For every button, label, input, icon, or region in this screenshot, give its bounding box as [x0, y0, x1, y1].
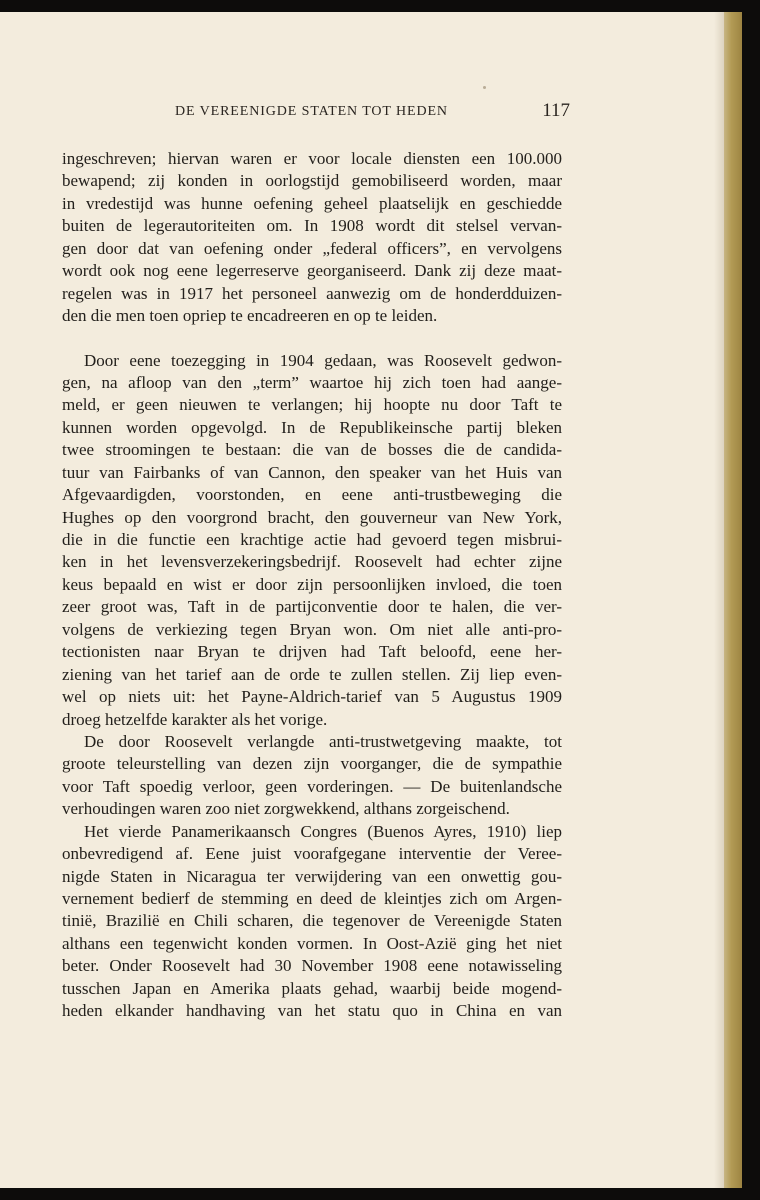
text-line: Hughes op den voorgrond bracht, den gouverneur van New York,	[62, 507, 562, 527]
text-line: nigde Staten in Nicaragua ter verwijdering van een onwettig gou-	[62, 866, 562, 886]
text-line: in vredestijd was hunne oefening geheel plaatselijk en geschiedde	[62, 193, 562, 213]
text-line: die in die functie een krachtige actie had gevoerd tegen misbrui-	[62, 530, 562, 549]
text-line: ingeschreven; hiervan waren er voor locale diensten een 100.000	[62, 149, 562, 168]
text-line: den die men toen opriep te encadreeren en op te leiden.	[62, 306, 438, 326]
text-line: droeg hetzelfde karakter als het vorige.	[62, 709, 328, 729]
text-line: beter. Onder Roosevelt had 30 November 1908 eene notawisseling	[62, 956, 562, 976]
text-line: tuur van Fairbanks of van Cannon, den speaker van het Huis van	[62, 462, 562, 482]
body-text	[62, 148, 562, 1023]
text-line: twee stroomingen te bestaan: die van de bosses die de candida-	[62, 440, 562, 460]
page-gutter-shadow	[714, 12, 724, 1188]
text-line: ziening van het tarief aan de orde te zullen stellen. Zij liep even-	[62, 664, 562, 684]
text-line: groote teleurstelling van dezen zijn voorganger, die de sympathie	[62, 754, 562, 774]
text-line: zeer groot was, Taft in de partijconventie door te halen, die ver-	[62, 597, 562, 617]
text-line: Het vierde Panamerikaansch Congres (Buenos Ayres, 1910) liep	[84, 821, 562, 841]
text-line: Door eene toezegging in 1904 gedaan, was Roosevelt gedwon-	[84, 350, 562, 370]
book-page	[0, 12, 742, 1188]
text-line: volgens de verkiezing tegen Bryan won. Om niet alle anti-pro-	[62, 619, 562, 639]
book-spine-edge	[724, 12, 742, 1188]
text-line: wordt ook nog eene legerreserve georganiseerd. Dank zij deze maat-	[62, 261, 562, 281]
paragraph	[62, 821, 562, 1023]
text-line: ken in het levensverzekeringsbedrijf. Roosevelt had echter zijne	[62, 552, 562, 572]
page-header	[175, 102, 570, 126]
running-head: DE VEREENIGDE STATEN TOT HEDEN	[175, 104, 448, 119]
text-line: verhoudingen waren zoo niet zorgwekkend, althans zorgeischend.	[62, 799, 510, 819]
paper-speck	[483, 86, 486, 89]
text-line: gen, na afloop van den „term” waartoe hij zich toen had aange-	[62, 372, 562, 392]
text-line: Afgevaardigden, voorstonden, en eene anti-trustbeweging die	[62, 485, 562, 505]
text-line: meld, er geen nieuwen te verlangen; hij hoopte nu door Taft te	[62, 395, 562, 415]
text-line: regelen was in 1917 het personeel aanwezig om de honderdduizen-	[62, 283, 562, 303]
text-line: tinië, Brazilië en Chili scharen, die tegenover de Vereenigde Staten	[62, 911, 562, 931]
paragraph	[62, 731, 562, 821]
text-line: heden elkander handhaving van het statu quo in China en van	[62, 1001, 562, 1021]
paragraph	[62, 148, 562, 328]
text-line: onbevredigend af. Eene juist voorafgegane interventie der Veree-	[62, 844, 562, 864]
text-line: vernement bedierf de stemming en deed de kleintjes zich om Argen-	[62, 889, 562, 908]
text-line: voor Taft spoedig verloor, geen vorderingen. — De buitenlandsche	[62, 776, 562, 796]
text-line: keus bepaald en wist er door zijn persoonlijken invloed, die toen	[62, 574, 562, 594]
text-line: De door Roosevelt verlangde anti-trustwetgeving maakte, tot	[84, 731, 562, 751]
text-line: kunnen worden opgevolgd. In de Republikeinsche partij bleken	[62, 417, 562, 437]
text-line: tectionisten naar Bryan te drijven had Taft beloofd, eene her-	[62, 642, 562, 662]
text-line: althans een tegenwicht konden vormen. In Oost-Azië ging het niet	[62, 933, 562, 953]
text-line: buiten de legerautoriteiten om. In 1908 wordt dit stelsel vervan-	[62, 216, 562, 236]
text-line: tusschen Japan en Amerika plaats gehad, waarbij beide mogend-	[62, 978, 562, 998]
page-number: 117	[542, 100, 570, 121]
text-line: gen door dat van oefening onder „federal officers”, en vervolgens	[62, 238, 562, 258]
text-line: bewapend; zij konden in oorlogstijd gemobiliseerd worden, maar	[62, 171, 562, 191]
paragraph-gap	[62, 328, 562, 350]
paragraph	[62, 350, 562, 731]
text-line: wel op niets uit: het Payne-Aldrich-tarief van 5 Augustus 1909	[62, 687, 562, 707]
